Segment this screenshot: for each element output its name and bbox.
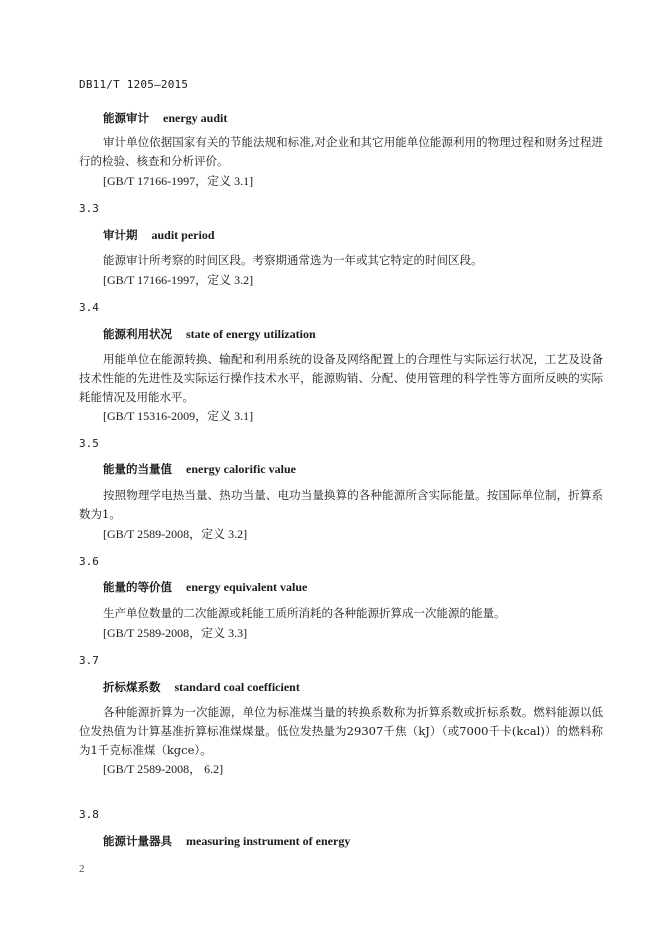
term-chinese: 能源利用状况 [103, 327, 172, 341]
term-definition: 审计单位依据国家有关的节能法规和标准,对企业和其它用能单位能源利用的物理过程和财务过程进行的检验、核查和分析评价。 [79, 135, 603, 168]
term-heading [103, 579, 307, 595]
standard-code-header: DB11/T 1205—2015 [79, 78, 189, 91]
term-definition: 生产单位数量的二次能源或耗能工质所消耗的各种能源折算成一次能源的能量。 [103, 606, 506, 620]
term-source: [GB/T 17166-1997，定义 3.2] [103, 273, 254, 287]
clause-number: 3.4 [79, 301, 99, 314]
clause-number: 3.3 [79, 202, 99, 215]
term-heading [103, 326, 316, 342]
term-chinese: 审计期 [103, 228, 138, 242]
term-source: [GB/T 2589-2008，定义 3.3] [103, 626, 248, 640]
clause-number: 3.6 [79, 555, 99, 568]
term-source: [GB/T 2589-2008， 6.2] [103, 762, 224, 776]
term-english: measuring instrument of energy [186, 834, 351, 848]
term-chinese: 能源计量器具 [103, 834, 172, 848]
clause-number: 3.8 [79, 808, 99, 821]
term-chinese: 能量的当量值 [103, 462, 172, 476]
term-heading [103, 461, 296, 477]
term-heading [103, 833, 350, 849]
term-english: standard coal coefficient [174, 680, 300, 694]
term-source: [GB/T 2589-2008，定义 3.2] [103, 527, 248, 541]
term-source: [GB/T 15316-2009，定义 3.1] [103, 409, 254, 423]
term-chinese: 能量的等价值 [103, 580, 172, 594]
clause-number: 3.7 [79, 654, 99, 667]
term-source: [GB/T 17166-1997，定义 3.1] [103, 174, 254, 188]
term-chinese: 能源审计 [103, 111, 149, 125]
term-english: energy audit [163, 111, 228, 125]
term-heading [103, 679, 300, 695]
term-definition: 各种能源折算为一次能源，单位为标准煤当量的转换系数称为折算系数或折标系数。燃料能源以低位发热值为计算基准折算标准煤煤量。低位发热量为29307千焦（kJ）（或7000千卡(kcal)）的燃料称为1千克标准煤（kgce）。 [79, 705, 603, 757]
term-definition: 用能单位在能源转换、输配和利用系统的设备及网络配置上的合理性与实际运行状况，工艺及设备技术性能的先进性及实际运行操作技术水平，能源购销、分配、使用管理的科学性等方面所反映的实际耗能情况及用能水平。 [79, 352, 603, 404]
term-heading [103, 110, 227, 126]
term-english: energy equivalent value [186, 580, 308, 594]
term-heading [103, 227, 215, 243]
page-number: 2 [79, 863, 85, 875]
clause-number: 3.5 [79, 437, 99, 450]
term-english: state of energy utilization [186, 327, 316, 341]
term-definition: 能源审计所考察的时间区段。考察期通常选为一年或其它特定的时间区段。 [103, 253, 483, 267]
term-english: audit period [151, 228, 215, 242]
term-chinese: 折标煤系数 [103, 680, 161, 694]
term-definition: 按照物理学电热当量、热功当量、电功当量换算的各种能源所含实际能量。按国际单位制，折算系数为1。 [79, 488, 603, 521]
term-english: energy calorific value [186, 462, 296, 476]
